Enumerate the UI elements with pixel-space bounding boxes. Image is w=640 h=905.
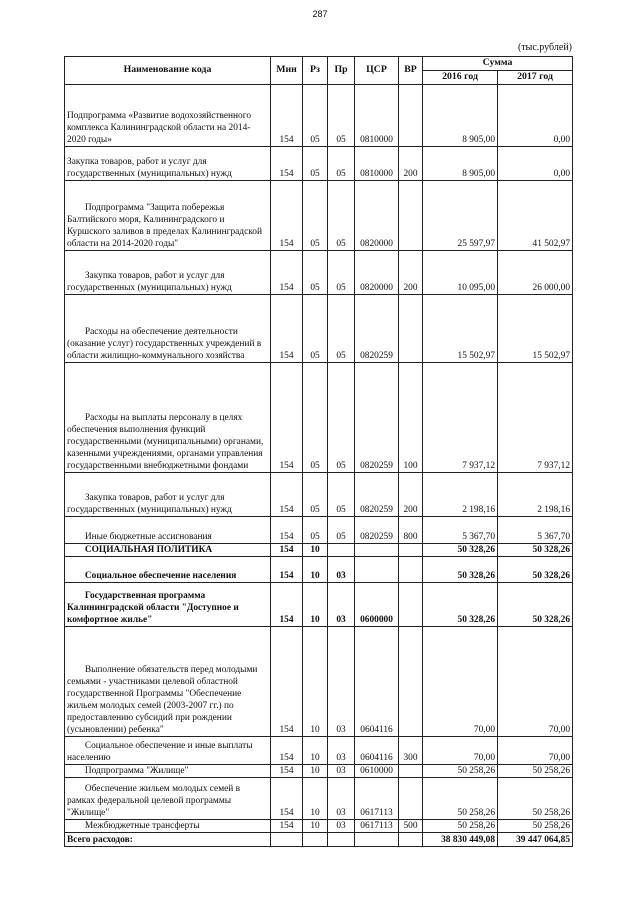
header-2016: 2016 год xyxy=(423,71,498,85)
row-2017: 50 328,26 xyxy=(498,557,573,583)
table-row xyxy=(65,181,573,251)
row-pr: 03 xyxy=(328,557,355,583)
row-name: СОЦИАЛЬНАЯ ПОЛИТИКА xyxy=(65,544,271,557)
row-2017: 50 328,26 xyxy=(498,544,573,557)
row-min: 154 xyxy=(271,473,303,517)
row-csr: 0820000 xyxy=(355,181,399,251)
table-row xyxy=(65,544,573,557)
row-2016: 50 258,26 xyxy=(423,820,498,833)
row-csr xyxy=(355,833,399,847)
row-pr: 03 xyxy=(328,627,355,737)
row-name: Выполнение обязательств перед молодыми семьями - участниками целевой областной государственной Программы "Обеспечение жильем молодых семей (2003-2007 гг.) по предоставлению субсидий при рождении (усыновлении) ребенка" xyxy=(65,627,271,737)
row-2016: 50 258,26 xyxy=(423,778,498,820)
row-min: 154 xyxy=(271,363,303,473)
row-2016: 15 502,97 xyxy=(423,295,498,363)
row-rz: 10 xyxy=(303,583,328,627)
row-pr: 03 xyxy=(328,765,355,778)
row-pr: 03 xyxy=(328,778,355,820)
row-2016: 38 830 449,08 xyxy=(423,833,498,847)
table-row xyxy=(65,363,573,473)
row-vr: 800 xyxy=(399,517,423,544)
row-min: 154 xyxy=(271,295,303,363)
row-vr: 500 xyxy=(399,820,423,833)
row-name: Государственная программа Калининградской области "Доступное и комфортное жилье" xyxy=(65,583,271,627)
row-name: Расходы на выплаты персоналу в целях обеспечения выполнения функций государственными (муниципальными) органами, казенными учреждениями, органами управления государственными внебюджетными фондами xyxy=(65,363,271,473)
row-pr xyxy=(328,544,355,557)
row-pr: 03 xyxy=(328,820,355,833)
header-name: Наименование кода xyxy=(65,57,271,85)
row-csr: 0820259 xyxy=(355,473,399,517)
row-csr: 0617113 xyxy=(355,820,399,833)
row-name: Расходы на обеспечение деятельности (оказание услуг) государственных учреждений в области жилищно-коммунального хозяйства xyxy=(65,295,271,363)
row-2016: 50 328,26 xyxy=(423,557,498,583)
header-min: Мин xyxy=(271,57,303,85)
row-csr: 0820000 xyxy=(355,251,399,295)
row-2017: 7 937,12 xyxy=(498,363,573,473)
header-sum: Сумма xyxy=(423,57,573,71)
units-label: (тыс.рублей) xyxy=(517,42,572,53)
row-vr xyxy=(399,583,423,627)
row-2016: 50 328,26 xyxy=(423,544,498,557)
row-rz: 05 xyxy=(303,295,328,363)
row-pr xyxy=(328,833,355,847)
row-2016: 25 597,97 xyxy=(423,181,498,251)
row-name: Подпрограмма "Защита побережья Балтийского моря, Калининградского и Куршского заливов в пределах Калининградской области на 2014-2020 годы" xyxy=(65,181,271,251)
row-2016: 5 367,70 xyxy=(423,517,498,544)
row-vr xyxy=(399,295,423,363)
row-name: Всего расходов: xyxy=(65,833,271,847)
row-min: 154 xyxy=(271,544,303,557)
row-name: Закупка товаров, работ и услуг для государственных (муниципальных) нужд xyxy=(65,147,271,181)
row-name: Подпрограмма "Жилище" xyxy=(65,765,271,778)
row-pr: 05 xyxy=(328,473,355,517)
row-2017: 50 328,26 xyxy=(498,583,573,627)
table-row xyxy=(65,737,573,765)
row-pr: 05 xyxy=(328,295,355,363)
row-vr: 100 xyxy=(399,363,423,473)
row-rz: 05 xyxy=(303,181,328,251)
row-2017: 50 258,26 xyxy=(498,778,573,820)
row-2017: 15 502,97 xyxy=(498,295,573,363)
row-csr xyxy=(355,557,399,583)
table-row xyxy=(65,765,573,778)
row-pr: 05 xyxy=(328,181,355,251)
row-name: Подпрограмма «Развитие водохозяйственного комплекса Калининградской области на 2014-2020 годы» xyxy=(65,85,271,147)
row-min: 154 xyxy=(271,517,303,544)
row-name: Иные бюджетные ассигнования xyxy=(65,517,271,544)
row-min: 154 xyxy=(271,583,303,627)
row-name: Межбюджетные трансферты xyxy=(65,820,271,833)
row-rz: 05 xyxy=(303,473,328,517)
row-2017: 2 198,16 xyxy=(498,473,573,517)
table-row xyxy=(65,85,573,147)
row-rz: 05 xyxy=(303,85,328,147)
page-number: 287 xyxy=(312,9,328,19)
header-2017: 2017 год xyxy=(498,71,573,85)
table-row xyxy=(65,295,573,363)
table-row xyxy=(65,778,573,820)
row-rz: 05 xyxy=(303,251,328,295)
row-pr: 03 xyxy=(328,737,355,765)
row-rz: 10 xyxy=(303,778,328,820)
row-csr: 0617113 xyxy=(355,778,399,820)
header-rz: Рз xyxy=(303,57,328,85)
row-vr xyxy=(399,765,423,778)
row-name: Обеспечение жильем молодых семей в рамках федеральной целевой программы "Жилище" xyxy=(65,778,271,820)
header-vr: ВР xyxy=(399,57,423,85)
row-pr: 05 xyxy=(328,147,355,181)
row-vr xyxy=(399,544,423,557)
table-row xyxy=(65,833,573,847)
row-rz: 10 xyxy=(303,544,328,557)
row-pr: 05 xyxy=(328,251,355,295)
row-2017: 70,00 xyxy=(498,737,573,765)
row-pr: 03 xyxy=(328,583,355,627)
header-csr: ЦСР xyxy=(355,57,399,85)
row-min: 154 xyxy=(271,85,303,147)
row-min: 154 xyxy=(271,147,303,181)
row-pr: 05 xyxy=(328,517,355,544)
table-row xyxy=(65,583,573,627)
row-min: 154 xyxy=(271,765,303,778)
row-min: 154 xyxy=(271,778,303,820)
row-vr xyxy=(399,778,423,820)
row-2016: 8 905,00 xyxy=(423,85,498,147)
row-rz: 10 xyxy=(303,820,328,833)
table-row xyxy=(65,147,573,181)
row-rz: 05 xyxy=(303,363,328,473)
row-2016: 50 328,26 xyxy=(423,583,498,627)
table-row xyxy=(65,627,573,737)
row-csr: 0604116 xyxy=(355,627,399,737)
header-pr: Пр xyxy=(328,57,355,85)
row-min: 154 xyxy=(271,820,303,833)
row-2017: 39 447 064,85 xyxy=(498,833,573,847)
row-2017: 0,00 xyxy=(498,85,573,147)
table-row xyxy=(65,251,573,295)
row-2017: 50 258,26 xyxy=(498,765,573,778)
row-2016: 8 905,00 xyxy=(423,147,498,181)
row-name: Социальное обеспечение населения xyxy=(65,557,271,583)
row-rz: 05 xyxy=(303,517,328,544)
row-2017: 5 367,70 xyxy=(498,517,573,544)
row-name: Закупка товаров, работ и услуг для государственных (муниципальных) нужд xyxy=(65,251,271,295)
row-csr xyxy=(355,544,399,557)
row-2016: 2 198,16 xyxy=(423,473,498,517)
row-vr xyxy=(399,85,423,147)
row-2016: 10 095,00 xyxy=(423,251,498,295)
row-rz: 10 xyxy=(303,765,328,778)
row-2016: 7 937,12 xyxy=(423,363,498,473)
row-pr: 05 xyxy=(328,85,355,147)
row-name: Закупка товаров, работ и услуг для государственных (муниципальных) нужд xyxy=(65,473,271,517)
row-csr: 0604116 xyxy=(355,737,399,765)
row-rz: 05 xyxy=(303,147,328,181)
table-row xyxy=(65,820,573,833)
row-min xyxy=(271,833,303,847)
row-csr: 0810000 xyxy=(355,147,399,181)
row-csr: 0810000 xyxy=(355,85,399,147)
row-pr: 05 xyxy=(328,363,355,473)
row-name: Социальное обеспечение и иные выплаты населению xyxy=(65,737,271,765)
row-min: 154 xyxy=(271,181,303,251)
row-csr: 0820259 xyxy=(355,295,399,363)
row-vr xyxy=(399,557,423,583)
table-row xyxy=(65,517,573,544)
row-vr xyxy=(399,833,423,847)
row-rz: 10 xyxy=(303,627,328,737)
row-min: 154 xyxy=(271,627,303,737)
row-rz: 10 xyxy=(303,737,328,765)
row-csr: 0610000 xyxy=(355,765,399,778)
row-min: 154 xyxy=(271,557,303,583)
row-vr: 200 xyxy=(399,147,423,181)
row-csr: 0600000 xyxy=(355,583,399,627)
table-row xyxy=(65,557,573,583)
row-vr xyxy=(399,181,423,251)
row-2017: 26 000,00 xyxy=(498,251,573,295)
row-2016: 50 258,26 xyxy=(423,765,498,778)
row-2017: 70,00 xyxy=(498,627,573,737)
row-rz xyxy=(303,833,328,847)
row-csr: 0820259 xyxy=(355,363,399,473)
row-vr xyxy=(399,627,423,737)
row-vr: 200 xyxy=(399,473,423,517)
row-2017: 0,00 xyxy=(498,147,573,181)
row-min: 154 xyxy=(271,737,303,765)
row-csr: 0820259 xyxy=(355,517,399,544)
table-row xyxy=(65,473,573,517)
row-2017: 50 258,26 xyxy=(498,820,573,833)
row-2016: 70,00 xyxy=(423,627,498,737)
row-rz: 10 xyxy=(303,557,328,583)
row-min: 154 xyxy=(271,251,303,295)
row-vr: 300 xyxy=(399,737,423,765)
budget-table xyxy=(64,56,573,847)
row-vr: 200 xyxy=(399,251,423,295)
row-2017: 41 502,97 xyxy=(498,181,573,251)
row-2016: 70,00 xyxy=(423,737,498,765)
